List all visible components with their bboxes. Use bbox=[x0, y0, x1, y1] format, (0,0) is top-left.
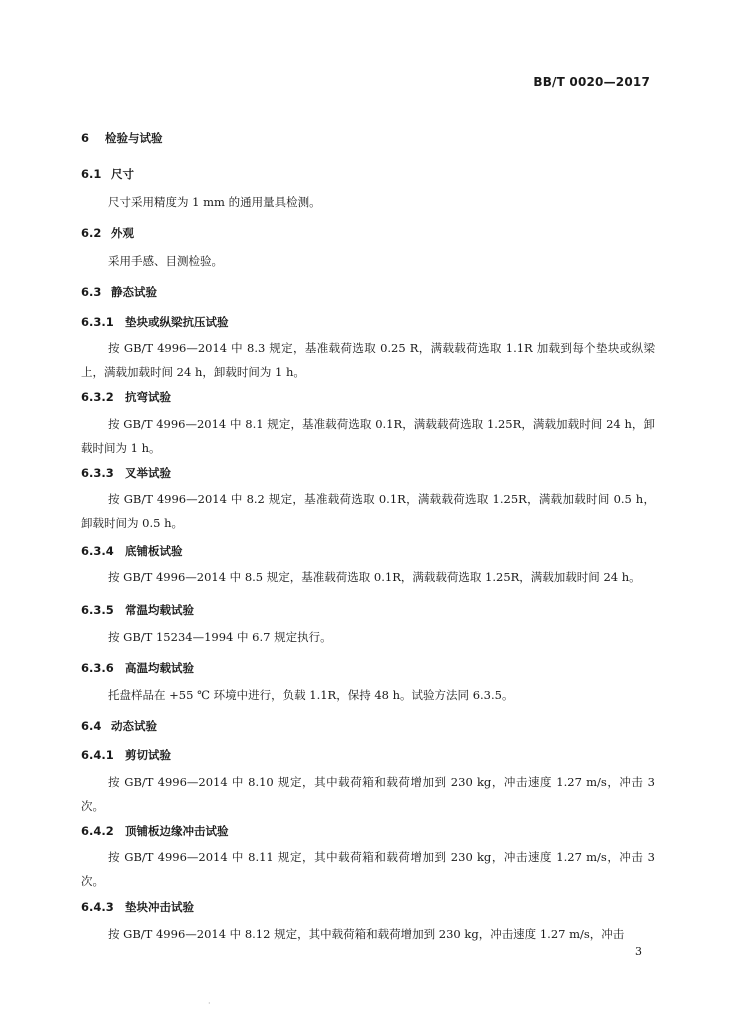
section-title: 抗弯试验 bbox=[125, 390, 171, 404]
section-number: 6.3.2 bbox=[81, 390, 114, 404]
paragraph-6-3-2: 按 GB/T 4996—2014 中 8.1 规定，基准载荷选取 0.1R，满载载荷选取 1.25R，满载加载时间 24 h，卸载时间为 1 h。 bbox=[81, 417, 655, 455]
heading-6-3 bbox=[81, 284, 157, 300]
heading-6-2 bbox=[81, 225, 134, 241]
section-number: 6.4 bbox=[81, 719, 102, 733]
section-title: 高温均载试验 bbox=[125, 661, 194, 675]
section-number: 6.3.4 bbox=[81, 544, 114, 558]
section-title: 动态试验 bbox=[111, 719, 157, 733]
section-number: 6.3.6 bbox=[81, 661, 114, 675]
section-title: 底铺板试验 bbox=[125, 544, 183, 558]
paragraph-6-2: 采用手感、目测检验。 bbox=[108, 254, 223, 268]
section-number: 6.3 bbox=[81, 285, 102, 299]
section-title: 外观 bbox=[111, 226, 134, 240]
section-number: 6.2 bbox=[81, 226, 102, 240]
section-number: 6.4.2 bbox=[81, 824, 114, 838]
paragraph-6-4-3: 按 GB/T 4996—2014 中 8.12 规定，其中载荷箱和载荷增加到 230 kg，冲击速度 1.27 m/s，冲击 bbox=[108, 927, 625, 941]
section-title: 静态试验 bbox=[111, 285, 157, 299]
section-number: 6.4.3 bbox=[81, 900, 114, 914]
section-title: 剪切试验 bbox=[125, 748, 171, 762]
heading-6 bbox=[81, 130, 163, 146]
heading-6-3-6 bbox=[81, 660, 194, 676]
section-title: 叉举试验 bbox=[125, 466, 171, 480]
heading-6-1 bbox=[81, 166, 134, 182]
section-title: 尺寸 bbox=[111, 167, 134, 181]
paragraph-6-3-4: 按 GB/T 4996—2014 中 8.5 规定，基准载荷选取 0.1R，满载载荷选取 1.25R，满载加载时间 24 h。 bbox=[108, 570, 641, 584]
heading-6-4-1 bbox=[81, 747, 171, 763]
paragraph-6-3-1: 按 GB/T 4996—2014 中 8.3 规定，基准载荷选取 0.25 R，满载载荷选取 1.1R 加载到每个垫块或纵梁上，满载加载时间 24 h，卸载时间为 1 h。 bbox=[81, 341, 655, 379]
paragraph-6-3-3: 按 GB/T 4996—2014 中 8.2 规定，基准载荷选取 0.1R，满载载荷选取 1.25R，满载加载时间 0.5 h，卸载时间为 0.5 h。 bbox=[81, 492, 655, 530]
section-number: 6.4.1 bbox=[81, 748, 114, 762]
paragraph-6-4-1: 按 GB/T 4996—2014 中 8.10 规定，其中载荷箱和载荷增加到 230 kg，冲击速度 1.27 m/s，冲击 3 次。 bbox=[81, 775, 655, 813]
heading-6-3-4 bbox=[81, 543, 183, 559]
heading-6-4-2 bbox=[81, 823, 229, 839]
heading-6-4 bbox=[81, 718, 157, 734]
section-number: 6.3.3 bbox=[81, 466, 114, 480]
section-title: 常温均载试验 bbox=[125, 603, 194, 617]
paragraph-6-4-2: 按 GB/T 4996—2014 中 8.11 规定，其中载荷箱和载荷增加到 230 kg，冲击速度 1.27 m/s，冲击 3 次。 bbox=[81, 850, 655, 888]
standard-code: BB/T 0020—2017 bbox=[533, 75, 650, 89]
heading-6-3-1 bbox=[81, 314, 229, 330]
section-title: 垫块冲击试验 bbox=[125, 900, 194, 914]
paragraph-6-3-5: 按 GB/T 15234—1994 中 6.7 规定执行。 bbox=[108, 630, 332, 644]
page-number: 3 bbox=[635, 945, 642, 958]
paragraph-6-1: 尺寸采用精度为 1 mm 的通用量具检测。 bbox=[108, 195, 321, 209]
section-number: 6.3.1 bbox=[81, 315, 114, 329]
heading-6-3-3 bbox=[81, 465, 171, 481]
section-number: 6.3.5 bbox=[81, 603, 114, 617]
section-title: 顶铺板边缘冲击试验 bbox=[125, 824, 229, 838]
section-title: 垫块或纵梁抗压试验 bbox=[125, 315, 229, 329]
paragraph-6-3-6: 托盘样品在 +55 ℃ 环境中进行，负载 1.1R，保持 48 h。试验方法同 6.3.5。 bbox=[108, 688, 514, 702]
heading-6-3-2 bbox=[81, 389, 171, 405]
section-number: 6 bbox=[81, 131, 90, 145]
heading-6-3-5 bbox=[81, 602, 194, 618]
section-number: 6.1 bbox=[81, 167, 102, 181]
section-title: 检验与试验 bbox=[105, 131, 163, 145]
heading-6-4-3 bbox=[81, 899, 194, 915]
scan-speck: · bbox=[208, 999, 211, 1008]
